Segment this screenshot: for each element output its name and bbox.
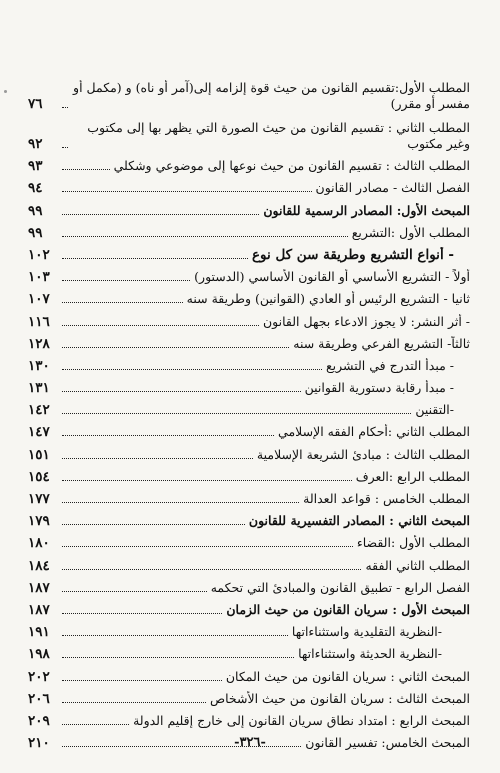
dot-leader	[62, 325, 259, 326]
toc-entry-page: ٢٠٢	[28, 668, 50, 685]
dot-leader	[62, 502, 299, 503]
toc-entry-page: ١٠٧	[28, 291, 50, 308]
dot-leader	[62, 702, 206, 703]
toc-entry	[28, 529, 470, 551]
dot-leader	[62, 613, 222, 614]
toc-entry-page: ٩٢	[28, 136, 43, 152]
toc-entry-title: المبحث الأول: المصادر الرسمية للقانون	[263, 202, 470, 218]
dot-leader	[62, 214, 259, 215]
toc-entry-title: - أثر النشر: لا يجوز الادعاء بجهل القانون	[263, 313, 470, 329]
toc-entry-title: المبحث الخامس: تفسير القانون	[305, 735, 470, 751]
toc-entry-title: الفصل الثالث - مصادر القانون	[315, 180, 470, 196]
toc-entry-title: المطلب الأول :القضاء	[356, 535, 470, 551]
dot-leader	[62, 591, 207, 592]
dot-leader	[62, 236, 348, 237]
dot-leader	[62, 169, 110, 170]
toc-entry-page: ٧٦	[28, 96, 43, 112]
dot-leader	[62, 546, 353, 547]
toc-entry-page: ١٧٩	[28, 513, 50, 530]
toc-entry-title: المطلب الثاني الفقه	[365, 557, 470, 573]
toc-entry-page: ٩٤	[28, 180, 43, 197]
dot-leader	[62, 347, 289, 348]
toc-entry-page: ١٨٧	[28, 579, 50, 596]
toc-entry-page: ٩٩	[28, 224, 43, 241]
dot-leader	[62, 724, 129, 725]
toc-entry	[28, 707, 470, 729]
toc-entry-page: ١١٦	[28, 313, 50, 330]
toc-entry	[28, 152, 470, 174]
toc-entry-title: -النظرية الحديثة واستثناءاتها	[298, 646, 442, 662]
page-number: -٣٢٦-	[234, 735, 266, 750]
toc-entry-title: - أنواع التشريع وطريقة سن كل نوع	[251, 246, 454, 263]
dot-leader	[62, 413, 411, 414]
toc-entry	[28, 112, 470, 152]
toc-entry	[28, 285, 470, 307]
dot-leader	[62, 480, 352, 481]
dot-leader	[62, 657, 294, 658]
toc-entry-page: ٢٠٦	[28, 690, 50, 707]
toc-entry	[28, 463, 470, 485]
toc-entry-page: ١٠٣	[28, 269, 50, 286]
toc-entry-title: -التقنين	[415, 402, 454, 418]
dot-leader	[62, 369, 322, 370]
toc-entry-page: ١٥١	[28, 446, 50, 463]
toc-entry-title: المطلب الثالث : تقسيم القانون من حيث نوعها إلى موضوعي وشكلي	[113, 158, 470, 174]
toc-entry-page: ١٤٧	[28, 424, 50, 441]
dot-leader	[62, 302, 183, 303]
toc-entry	[28, 219, 470, 241]
toc-entry-title: - مبدأ التدرج في التشريع	[326, 357, 454, 373]
toc-entry-title: المبحث الثاني : المصادر التفسيرية للقانون	[248, 513, 470, 529]
dot-leader	[62, 147, 68, 148]
toc-entry-title: المبحث الثالث : سريان القانون من حيث الأشخاص	[209, 690, 470, 706]
toc-entry-title: المطلب الأول :التشريع	[351, 224, 470, 240]
toc-entry-page: ١٨٠	[28, 535, 50, 552]
toc-entry-page: ٢٠٩	[28, 712, 50, 729]
toc-entry-page: ٩٣	[28, 158, 43, 175]
toc-entry	[28, 196, 470, 218]
toc-entry	[28, 662, 470, 684]
toc-entry-page: ١٢٨	[28, 335, 50, 352]
table-of-contents	[28, 72, 470, 751]
toc-entry	[28, 263, 470, 285]
toc-entry-page: ١٨٤	[28, 557, 50, 574]
toc-entry-title: المطلب الثالث : مبادئ الشريعة الإسلامية	[256, 446, 470, 462]
toc-entry-page: ١٤٢	[28, 402, 50, 419]
dot-leader	[62, 191, 312, 192]
toc-entry	[28, 574, 470, 596]
toc-entry-page: ١٥٤	[28, 468, 50, 485]
toc-entry	[28, 396, 470, 418]
dot-leader	[62, 635, 288, 636]
toc-entry	[28, 440, 470, 462]
toc-entry-title: المطلب الرابع :العرف	[355, 468, 470, 484]
toc-entry	[28, 485, 470, 507]
toc-entry-title: المطلب الثاني :أحكام الفقه الإسلامي	[278, 424, 470, 440]
toc-entry	[28, 596, 470, 618]
toc-entry-page: ١٩٨	[28, 646, 50, 663]
toc-entry-page: ١٣١	[28, 380, 50, 397]
toc-entry	[28, 307, 470, 329]
toc-entry-page: ١٠٢	[28, 246, 50, 263]
toc-entry	[28, 618, 470, 640]
dot-leader	[62, 107, 68, 108]
toc-entry	[28, 352, 470, 374]
toc-entry-title: أولاً - التشريع الأساسي أو القانون الأساسي (الدستور)	[194, 269, 470, 285]
toc-entry	[28, 507, 470, 529]
toc-entry-title: المطلب الخامس : قواعد العدالة	[303, 491, 470, 506]
dot-leader	[62, 391, 301, 392]
toc-entry	[28, 174, 470, 196]
toc-entry	[28, 374, 470, 396]
dot-leader	[62, 458, 253, 459]
dot-leader	[62, 258, 248, 259]
dot-leader	[62, 280, 190, 281]
toc-entry	[28, 418, 470, 440]
dot-leader	[62, 680, 222, 681]
toc-entry-page: ١٩١	[28, 624, 50, 641]
toc-entry-page: ١٧٧	[28, 491, 50, 507]
toc-entry-title: ثانيا - التشريع الرئيس أو العادي (القوانين) وطريقة سنه	[186, 291, 470, 307]
toc-entry	[28, 72, 470, 112]
toc-entry-title: المبحث الرابع : امتداد نطاق سريان القانون إلى خارج إقليم الدولة	[133, 712, 470, 728]
dot-leader	[62, 524, 245, 525]
toc-entry-page: ٢١٠	[28, 735, 50, 752]
stray-ink-mark	[4, 90, 7, 93]
toc-entry-title: المطلب الأول:تقسيم القانون من حيث قوة إلزامه إلى(آمر أو ناه) و (مكمل أو مفسر أو مقرر)	[73, 80, 470, 111]
toc-entry	[28, 685, 470, 707]
dot-leader	[62, 569, 361, 570]
toc-entry-title: المبحث الثاني : سريان القانون من حيث المكان	[225, 668, 470, 684]
toc-entry-title: المبحث الأول : سريان القانون من حيث الزمان	[226, 601, 470, 617]
toc-entry-title: ثالثاً- التشريع الفرعي وطريقة سنه	[293, 335, 470, 351]
toc-entry-title: -النظرية التقليدية واستثناءاتها	[291, 624, 442, 640]
dot-leader	[62, 435, 274, 436]
toc-entry-page: ١٨٧	[28, 601, 50, 618]
toc-entry	[28, 640, 470, 662]
toc-entry-title: الفصل الرابع - تطبيق القانون والمبادئ التي تحكمه	[210, 579, 470, 595]
toc-entry	[28, 330, 470, 352]
toc-entry	[28, 551, 470, 573]
toc-entry-title: - مبدأ رقابة دستورية القوانين	[304, 380, 454, 396]
toc-entry-page: ٩٩	[28, 202, 43, 219]
toc-entry-title: المطلب الثاني : تقسيم القانون من حيث الصورة التي يظهر بها إلى مكتوب وغير مكتوب	[87, 120, 470, 151]
toc-entry-page: ١٣٠	[28, 357, 50, 374]
toc-entry	[28, 241, 470, 263]
